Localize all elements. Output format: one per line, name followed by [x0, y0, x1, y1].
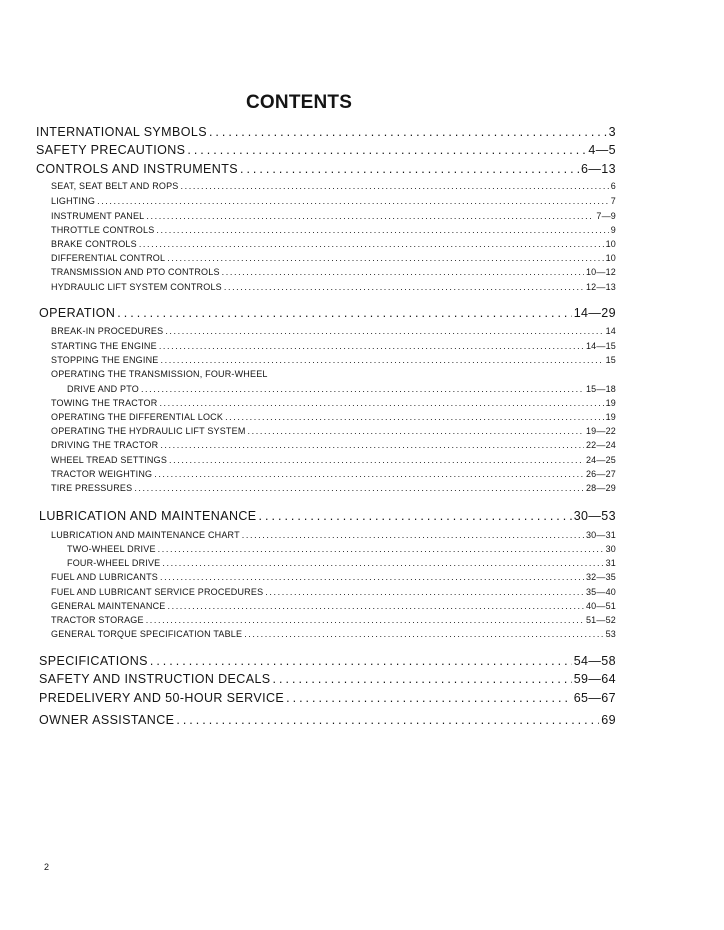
- subsection-entry-label: FOUR-WHEEL DRIVE: [67, 558, 161, 568]
- section-entry-page: 3: [608, 125, 616, 139]
- subsection-entry: [51, 530, 616, 540]
- dot-leader: [161, 355, 604, 365]
- dot-leader: [134, 483, 584, 493]
- subsection-entry-page: 9: [610, 225, 616, 235]
- subsection-entry: [51, 572, 616, 582]
- subsection-entry-label: STOPPING THE ENGINE: [51, 355, 159, 365]
- subsection-entry-label: TWO-WHEEL DRIVE: [67, 544, 156, 554]
- section-entry-label: SPECIFICATIONS: [39, 654, 148, 668]
- subsection-entry-page: 53: [605, 629, 616, 639]
- section-entry-page: 30—53: [573, 509, 616, 523]
- subsection-entry: [51, 181, 616, 191]
- subsection-entry-page: 30—31: [585, 530, 616, 540]
- page-number: 2: [44, 862, 50, 872]
- subsection-entry-page: 28—29: [585, 483, 616, 493]
- dot-leader: [160, 440, 584, 450]
- section-entry: [39, 713, 616, 727]
- dot-leader: [165, 326, 603, 336]
- dot-leader: [168, 601, 584, 611]
- subsection-entry: [51, 225, 616, 235]
- subsection-entry: [51, 455, 616, 465]
- subsection-entry: [51, 196, 616, 206]
- subsection-entry-page: 19: [605, 412, 616, 422]
- subsection-entry-label: FUEL AND LUBRICANT SERVICE PROCEDURES: [51, 587, 264, 597]
- subsection-entry-page: 19—22: [585, 426, 616, 436]
- subsection-entry: [51, 326, 616, 336]
- subsection-entry-label: FUEL AND LUBRICANTS: [51, 572, 158, 582]
- subsection-entry-label: OPERATING THE DIFFERENTIAL LOCK: [51, 412, 224, 422]
- subsection-entry-label: LIGHTING: [51, 196, 96, 206]
- subsection-entry-page: 14: [605, 326, 616, 336]
- subsection-entry-label: SEAT, SEAT BELT AND ROPS: [51, 181, 179, 191]
- subsection-entry-page: 22—24: [585, 440, 616, 450]
- section-entry: [39, 672, 616, 686]
- subsection-entry-page: 7—9: [596, 211, 616, 221]
- subsection-entry-label: TIRE PRESSURES: [51, 483, 133, 493]
- section-entry-label: LUBRICATION AND MAINTENANCE: [39, 509, 257, 523]
- dot-leader: [265, 587, 584, 597]
- section-entry-label: PREDELIVERY AND 50-HOUR SERVICE: [39, 691, 285, 705]
- dot-leader: [209, 125, 607, 139]
- dot-leader: [181, 181, 609, 191]
- subsection-entry-label: BREAK-IN PROCEDURES: [51, 326, 164, 336]
- dot-leader: [162, 558, 603, 568]
- subsection-entry-label: HYDRAULIC LIFT SYSTEM CONTROLS: [51, 282, 222, 292]
- dot-leader: [154, 469, 584, 479]
- subsection-entry: [51, 253, 616, 263]
- subsection-entry-page: 7: [610, 196, 616, 206]
- subsection-entry: [51, 211, 616, 221]
- subsection-entry-page: 6: [610, 181, 616, 191]
- subsection-entry-page: 51—52: [585, 615, 616, 625]
- subsection-entry-page: 30: [605, 544, 616, 554]
- subsection-entry-label: THROTTLE CONTROLS: [51, 225, 155, 235]
- subsection-entry-label: BRAKE CONTROLS: [51, 239, 137, 249]
- section-entry: [36, 162, 616, 176]
- contents-heading-text: CONTENTS: [246, 92, 353, 113]
- subsection-entry: [67, 558, 616, 568]
- dot-leader: [159, 398, 603, 408]
- dot-leader: [240, 162, 579, 176]
- section-entry-page: 4—5: [588, 143, 616, 157]
- dot-leader: [248, 426, 584, 436]
- section-entry: [36, 143, 616, 157]
- dot-leader: [150, 654, 572, 668]
- dot-leader: [224, 282, 584, 292]
- subsection-entry-label: GENERAL TORQUE SPECIFICATION TABLE: [51, 629, 243, 639]
- subsection-entry-page: 10: [605, 253, 616, 263]
- section-entry: [39, 509, 616, 523]
- dot-leader: [117, 306, 571, 320]
- section-entry-page: 59—64: [573, 672, 616, 686]
- section-entry-page: 54—58: [573, 654, 616, 668]
- section-entry-page: 6—13: [581, 162, 616, 176]
- subsection-entry-page: 40—51: [585, 601, 616, 611]
- section-entry-label: CONTROLS AND INSTRUMENTS: [36, 162, 238, 176]
- subsection-entry-page: 35—40: [585, 587, 616, 597]
- dot-leader: [139, 239, 604, 249]
- subsection-entry-page: 31: [605, 558, 616, 568]
- section-entry: [39, 691, 616, 705]
- dot-leader: [286, 691, 572, 705]
- subsection-entry-page: 15—18: [585, 384, 616, 394]
- subsection-entry: [51, 412, 616, 422]
- subsection-entry: [51, 282, 616, 292]
- section-entry-label: SAFETY PRECAUTIONS: [36, 143, 186, 157]
- subsection-entry: [51, 615, 616, 625]
- section-entry-page: 69: [601, 713, 616, 727]
- subsection-entry-page: 26—27: [585, 469, 616, 479]
- subsection-entry-label: STARTING THE ENGINE: [51, 341, 157, 351]
- subsection-entry-label: OPERATING THE TRANSMISSION, FOUR-WHEEL: [51, 369, 268, 379]
- dot-leader: [160, 572, 584, 582]
- section-entry-label: INTERNATIONAL SYMBOLS: [36, 125, 207, 139]
- dot-leader: [146, 615, 584, 625]
- subsection-entry: [51, 341, 616, 351]
- subsection-entry: [51, 426, 616, 436]
- subsection-entry-label: TOWING THE TRACTOR: [51, 398, 158, 408]
- section-entry: [36, 125, 616, 139]
- subsection-entry-page: 32—35: [585, 572, 616, 582]
- subsection-entry-label: GENERAL MAINTENANCE: [51, 601, 166, 611]
- section-entry-page: 65—67: [573, 691, 616, 705]
- dot-leader: [156, 225, 608, 235]
- subsection-entry-page: 10—12: [585, 267, 616, 277]
- subsection-entry: [51, 469, 616, 479]
- section-entry-label: OPERATION: [39, 306, 116, 320]
- subsection-entry: [51, 483, 616, 493]
- subsection-entry-label: TRANSMISSION AND PTO CONTROLS: [51, 267, 220, 277]
- subsection-entry-page: 12—13: [585, 282, 616, 292]
- subsection-entry-label: DIFFERENTIAL CONTROL: [51, 253, 166, 263]
- dot-leader: [169, 455, 584, 465]
- subsection-entry-page: 14—15: [585, 341, 616, 351]
- subsection-entry-page: 10: [605, 239, 616, 249]
- dot-leader: [176, 713, 599, 727]
- dot-leader: [187, 143, 586, 157]
- subsection-entry: [51, 601, 616, 611]
- section-entry-page: 14—29: [573, 306, 616, 320]
- subsection-entry: [51, 398, 616, 408]
- dot-leader: [242, 530, 584, 540]
- dot-leader: [146, 211, 594, 221]
- subsection-entry-label: OPERATING THE HYDRAULIC LIFT SYSTEM: [51, 426, 246, 436]
- dot-leader: [158, 544, 604, 554]
- dot-leader: [159, 341, 584, 351]
- subsection-entry-label: LUBRICATION AND MAINTENANCE CHART: [51, 530, 240, 540]
- dot-leader: [141, 384, 584, 394]
- subsection-entry: [51, 355, 616, 365]
- subsection-entry-label: INSTRUMENT PANEL: [51, 211, 145, 221]
- dot-leader: [273, 672, 572, 686]
- subsection-entry: [51, 267, 616, 277]
- subsection-entry-label: DRIVING THE TRACTOR: [51, 440, 159, 450]
- subsection-entry-label: TRACTOR STORAGE: [51, 615, 144, 625]
- subsection-entry: [67, 544, 616, 554]
- dot-leader: [244, 629, 603, 639]
- section-entry: [39, 306, 616, 320]
- dot-leader: [97, 196, 609, 206]
- subsection-entry: [51, 239, 616, 249]
- section-entry-label: OWNER ASSISTANCE: [39, 713, 175, 727]
- subsection-entry-continuation: DRIVE AND PTO: [67, 384, 139, 394]
- subsection-entry-label: WHEEL TREAD SETTINGS: [51, 455, 168, 465]
- dot-leader: [222, 267, 584, 277]
- section-entry-label: SAFETY AND INSTRUCTION DECALS: [39, 672, 271, 686]
- dot-leader: [225, 412, 604, 422]
- subsection-entry: [51, 587, 616, 597]
- subsection-entry: [67, 384, 616, 394]
- subsection-entry: [51, 440, 616, 450]
- dot-leader: [259, 509, 572, 523]
- dot-leader: [167, 253, 603, 263]
- section-entry: [39, 654, 616, 668]
- subsection-entry-page: 24—25: [585, 455, 616, 465]
- subsection-entry-page: 19: [605, 398, 616, 408]
- subsection-entry-page: 15: [605, 355, 616, 365]
- subsection-entry: [51, 629, 616, 639]
- subsection-entry-label: TRACTOR WEIGHTING: [51, 469, 153, 479]
